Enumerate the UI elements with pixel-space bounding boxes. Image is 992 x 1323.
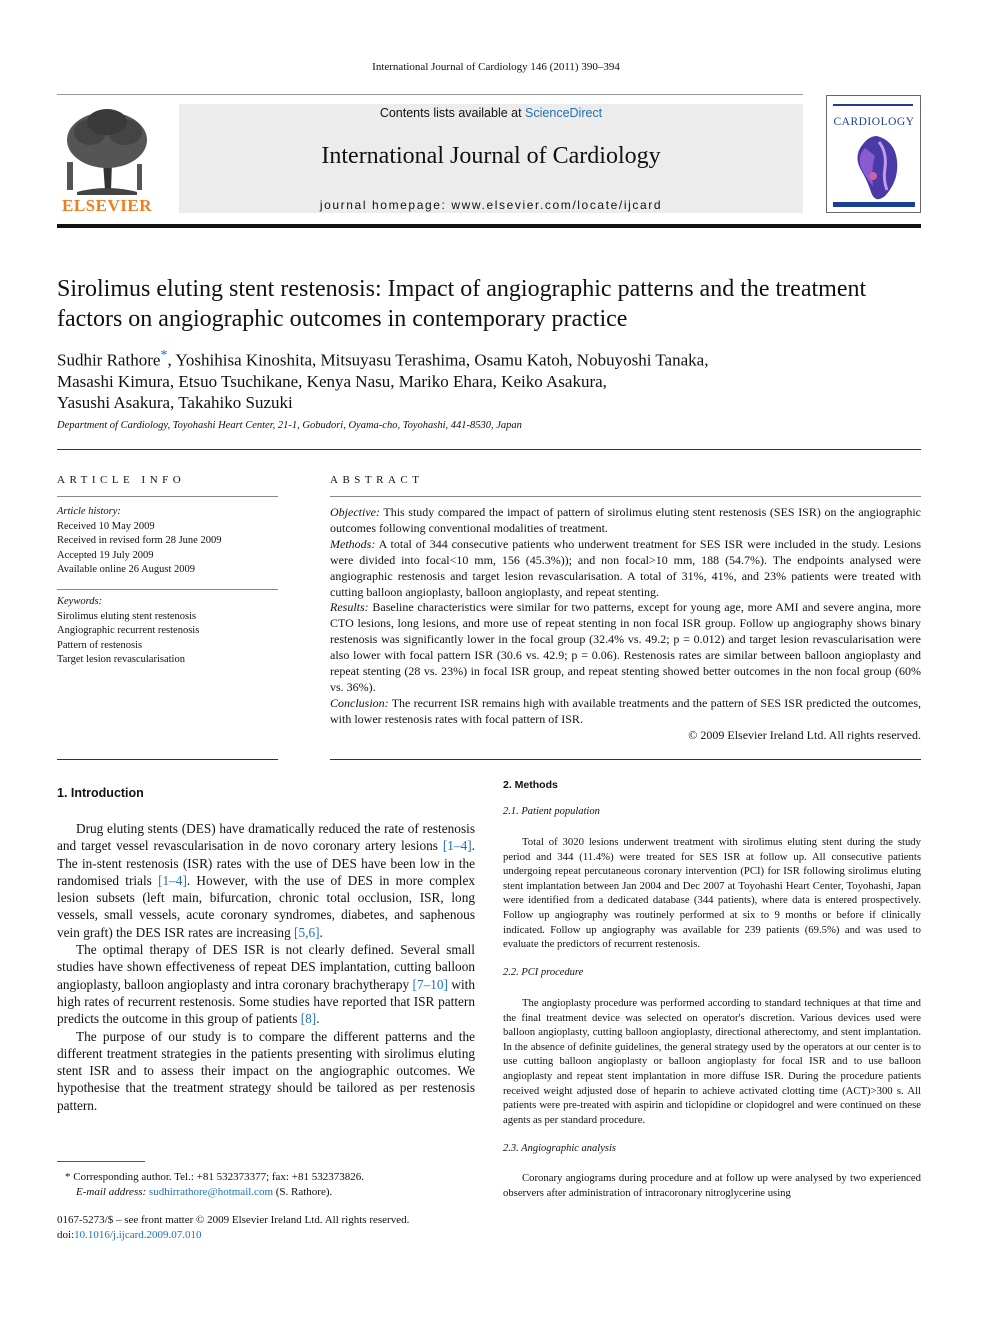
author-list — [57, 345, 937, 413]
intro-body — [57, 820, 475, 1114]
sciencedirect-link[interactable]: ScienceDirect — [525, 106, 603, 120]
reference-link[interactable]: [1–4] — [158, 872, 187, 888]
journal-cover — [826, 95, 921, 213]
pci-procedure-heading: 2.2. PCI procedure — [503, 967, 584, 978]
abstract-objective — [330, 505, 921, 537]
reference-link[interactable]: [7–10] — [412, 976, 448, 992]
abstract-body — [330, 505, 921, 743]
email-link[interactable]: sudhirrathore@hotmail.com — [148, 1186, 273, 1198]
results-label: Results: — [330, 600, 369, 615]
title-rule — [57, 449, 921, 450]
reference-link[interactable]: [5,6] — [294, 924, 320, 940]
intro-paragraph-1 — [57, 820, 475, 941]
intro-heading: 1. Introduction — [57, 786, 144, 800]
contents-line — [179, 106, 803, 120]
keyword-item: Target lesion revascularisation — [57, 654, 185, 666]
patient-population-body — [503, 835, 921, 952]
journal-title: International Journal of Cardiology — [321, 143, 661, 169]
abstract-methods — [330, 537, 921, 601]
corresponding-author-line — [57, 1170, 475, 1185]
issn-doi-block — [57, 1213, 475, 1243]
footnote-star: * — [65, 1171, 71, 1183]
intro-text: . However, with the use of DES in more complex lesion subsets (left main, bifurcation, chronic total occlusion, ISR, long vessels, small vessels, acute coronary syndromes, diabetes, and saphenous vein graft) the DES ISR rates are increasing — [57, 872, 475, 940]
intro-text: . — [316, 1011, 320, 1027]
keywords-rule — [57, 589, 278, 590]
intro-text: The optimal therapy of DES ISR is not clearly defined. Several small studies have shown effectiveness of repeat DES implantation, cutting balloon angioplasty, balloon angioplasty and intra coronary brachytherapy — [57, 942, 475, 992]
cover-title: CARDIOLOGY — [833, 116, 915, 128]
footnote-contact: Corresponding author. Tel.: +81 532373377; fax: +81 532373826. — [70, 1171, 364, 1183]
contents-prefix: Contents lists available at — [379, 106, 526, 120]
conclusion-text: The recurrent ISR remains high with available treatments and the pattern of SES ISR predicted the outcomes, with lower restenosis rates with focal pattern of ISR. — [330, 695, 921, 726]
history-revised: Received in revised form 28 June 2009 — [57, 535, 222, 547]
history-accepted: Accepted 19 July 2009 — [57, 549, 154, 561]
elsevier-wordmark: ELSEVIER — [62, 196, 152, 215]
keyword-item: Angiographic recurrent restenosis — [57, 625, 200, 637]
footnote-rule — [57, 1161, 145, 1162]
article-title — [57, 274, 937, 334]
reference-link[interactable]: [1–4] — [442, 838, 472, 854]
pci-procedure-body — [503, 996, 921, 1127]
abstract-rule — [330, 496, 921, 497]
footnote-corresponding — [57, 1170, 475, 1200]
abstract-conclusion — [330, 696, 921, 728]
corresponding-star[interactable]: * — [160, 347, 168, 363]
intro-text: Drug eluting stents (DES) have dramatically reduced the rate of restenosis and target vessel revascularisation in de novo coronary artery lesions — [57, 821, 475, 854]
article-info-rule — [57, 496, 278, 497]
authors-line1 — [57, 345, 937, 371]
author-corresponding[interactable]: Sudhir Rathore — [57, 350, 161, 370]
intro-text: . The in-stent restenosis (ISR) rates with the use of DES have been low in the randomised trials — [57, 838, 475, 888]
methods-heading: 2. Methods — [503, 779, 558, 791]
authors-line1-rest: , Yoshihisa Kinoshita, Mitsuyasu Terashima, Osamu Katoh, Nobuyoshi Tanaka, — [167, 350, 709, 370]
patient-population-text: Total of 3020 lesions underwent treatment with sirolimus eluting stent during the study period and 344 (11.4%) were treated for SES ISR at follow up. All consecutive patients undergoing repeat percutaneous coronary intervention (PCI) for ISR following sirolimus eluting stent implantation between Jan 2004 and Dec 2007 at Toyohashi Heart Center, Toyohashi, Japan were identified from a dedicated database (344 patients), where data is entered prospectively. Follow up angiography was routinely performed at six to 9 months or before if clinically indicated. Follow up angiography was available for 239 patients (69.5%) and was used to evaluate the predictors of recurrent restenosis. — [503, 836, 921, 951]
article-history — [57, 505, 282, 578]
abstract-bottom-rule — [330, 759, 921, 760]
methods-text: A total of 344 consecutive patients who underwent treatment for SES ISR were included in the study. Lesions were divided into focal<10 mm, 156 (45.3%)); and non focal>10 mm, 188 (54.7%). The endpoints analysed were angiographic restenosis and target lesion revascularisation. A total of 31%, 41%, and 23% patients were treated with cutting balloon angioplasty, balloon angioplasty, and repeat stenting. — [330, 536, 921, 599]
objective-label: Objective: — [330, 505, 380, 519]
pci-procedure-text: The angioplasty procedure was performed according to standard techniques at that time and the final treatment device was selected on operator's discretion. Various devices used were balloon angioplasty, cutting balloon angioplasty, directional atherectomy, and stent implantation. In the absence of definite guidelines, the general strategy used by the operators at our center is to use cutting balloon angioplasty or balloon angioplasty for focal ISR and to use balloon angioplasty and repeat stent implantation in more diffuse ISR. During the procedure patients received weight adjusted dose of heparin to achieve activated clotting time (ACT)>300 s. All patients were pre-treated with aspirin and ticlopidine or clopidogrel and were continued on these agents as per standard procedure. — [503, 997, 921, 1126]
cover-heart-image — [827, 96, 921, 213]
article-title-line1: Sirolimus eluting stent restenosis: Impact of angiographic patterns and the treatment — [57, 276, 867, 302]
angiographic-analysis-heading: 2.3. Angiographic analysis — [503, 1143, 616, 1154]
history-label: Article history: — [57, 506, 121, 517]
reference-link[interactable]: [8] — [300, 1011, 317, 1027]
header-thick-rule — [57, 224, 921, 228]
authors-line3: Yasushi Asakura, Takahiko Suzuki — [57, 392, 293, 412]
journal-homepage[interactable]: journal homepage: www.elsevier.com/locate/ijcard — [319, 198, 663, 212]
patient-population-heading: 2.1. Patient population — [503, 806, 600, 817]
issn-line: 0167-5273/$ – see front matter © 2009 Elsevier Ireland Ltd. All rights reserved. — [57, 1214, 410, 1226]
authors-line2: Masashi Kimura, Etsuo Tsuchikane, Kenya Nasu, Mariko Ehara, Keiko Asakura, — [57, 371, 607, 391]
intro-text: with high rates of recurrent restenosis. Some studies have reported that ISR pattern predicts the outcome in this group of patients — [57, 976, 475, 1027]
email-label: E-mail address: — [76, 1186, 149, 1198]
abstract-copyright: © 2009 Elsevier Ireland Ltd. All rights reserved. — [688, 727, 921, 742]
info-bottom-rule — [57, 759, 278, 760]
intro-paragraph-3: The purpose of our study is to compare the different patterns and the different treatment strategies in the patients presenting with sirolimus eluting stent ISR and to assess their impact on the angiographic outcomes. We hypothesise that the treatment strategy should be tailored as per restenosis pattern. — [57, 1028, 475, 1113]
angiographic-analysis-body — [503, 1171, 921, 1200]
email-line — [57, 1185, 475, 1200]
affiliation: Department of Cardiology, Toyohashi Heart Center, 21-1, Gobudori, Oyama-cho, Toyohashi, 441-8530, Japan — [57, 420, 522, 431]
keywords-label: Keywords: — [57, 596, 103, 607]
journal-citation: International Journal of Cardiology 146 (2011) 390–394 — [372, 61, 620, 73]
results-text: Baseline characteristics were similar for two patterns, except for young age, more AMI and severe angina, more CTO lesions, long lesions, and more use of repeat stenting in non focal ISR group. Follow up angiography shows binary restenosis was significantly lower in the focal group (32.4% vs. 49.2; p = 0.012) and target lesion revascularisation were also lower with focal pattern ISR (30.6 vs. 42.9; p = 0.06). Restenosis rates are similar between balloon angioplasty and repeat stenting (28 vs. 23%) in focal ISR group, and repeat stenting showed better outcomes in the non focal group (60% vs. 36%). — [330, 600, 921, 694]
email-suffix: (S. Rathore). — [273, 1186, 333, 1198]
header-rule — [57, 94, 803, 95]
abstract-results — [330, 600, 921, 695]
intro-paragraph-2 — [57, 941, 475, 1027]
doi-link[interactable]: 10.1016/j.ijcard.2009.07.010 — [74, 1229, 202, 1241]
intro-text: . — [319, 924, 323, 940]
article-info-heading: ARTICLE INFO — [57, 474, 186, 486]
doi-label: doi: — [57, 1229, 75, 1241]
methods-label: Methods: — [330, 536, 376, 551]
doi-line — [57, 1228, 475, 1243]
conclusion-label: Conclusion: — [330, 695, 389, 710]
keyword-item: Sirolimus eluting stent restenosis — [57, 610, 197, 622]
abstract-heading: ABSTRACT — [330, 474, 424, 486]
keywords — [57, 595, 282, 668]
angiographic-analysis-text: Coronary angiograms during procedure and at follow up were analysed by two experienced observers after administration of intracoronary nitroglycerine using — [503, 1172, 921, 1199]
objective-text: This study compared the impact of pattern of sirolimus eluting stent restenosis (SES ISR) on the angiographic outcomes following conventional modalities of treatment. — [330, 505, 921, 535]
history-online: Available online 26 August 2009 — [57, 564, 196, 576]
keyword-item: Pattern of restenosis — [57, 639, 143, 651]
article-title-line2: factors on angiographic outcomes in contemporary practice — [57, 306, 628, 332]
history-received: Received 10 May 2009 — [57, 520, 155, 532]
